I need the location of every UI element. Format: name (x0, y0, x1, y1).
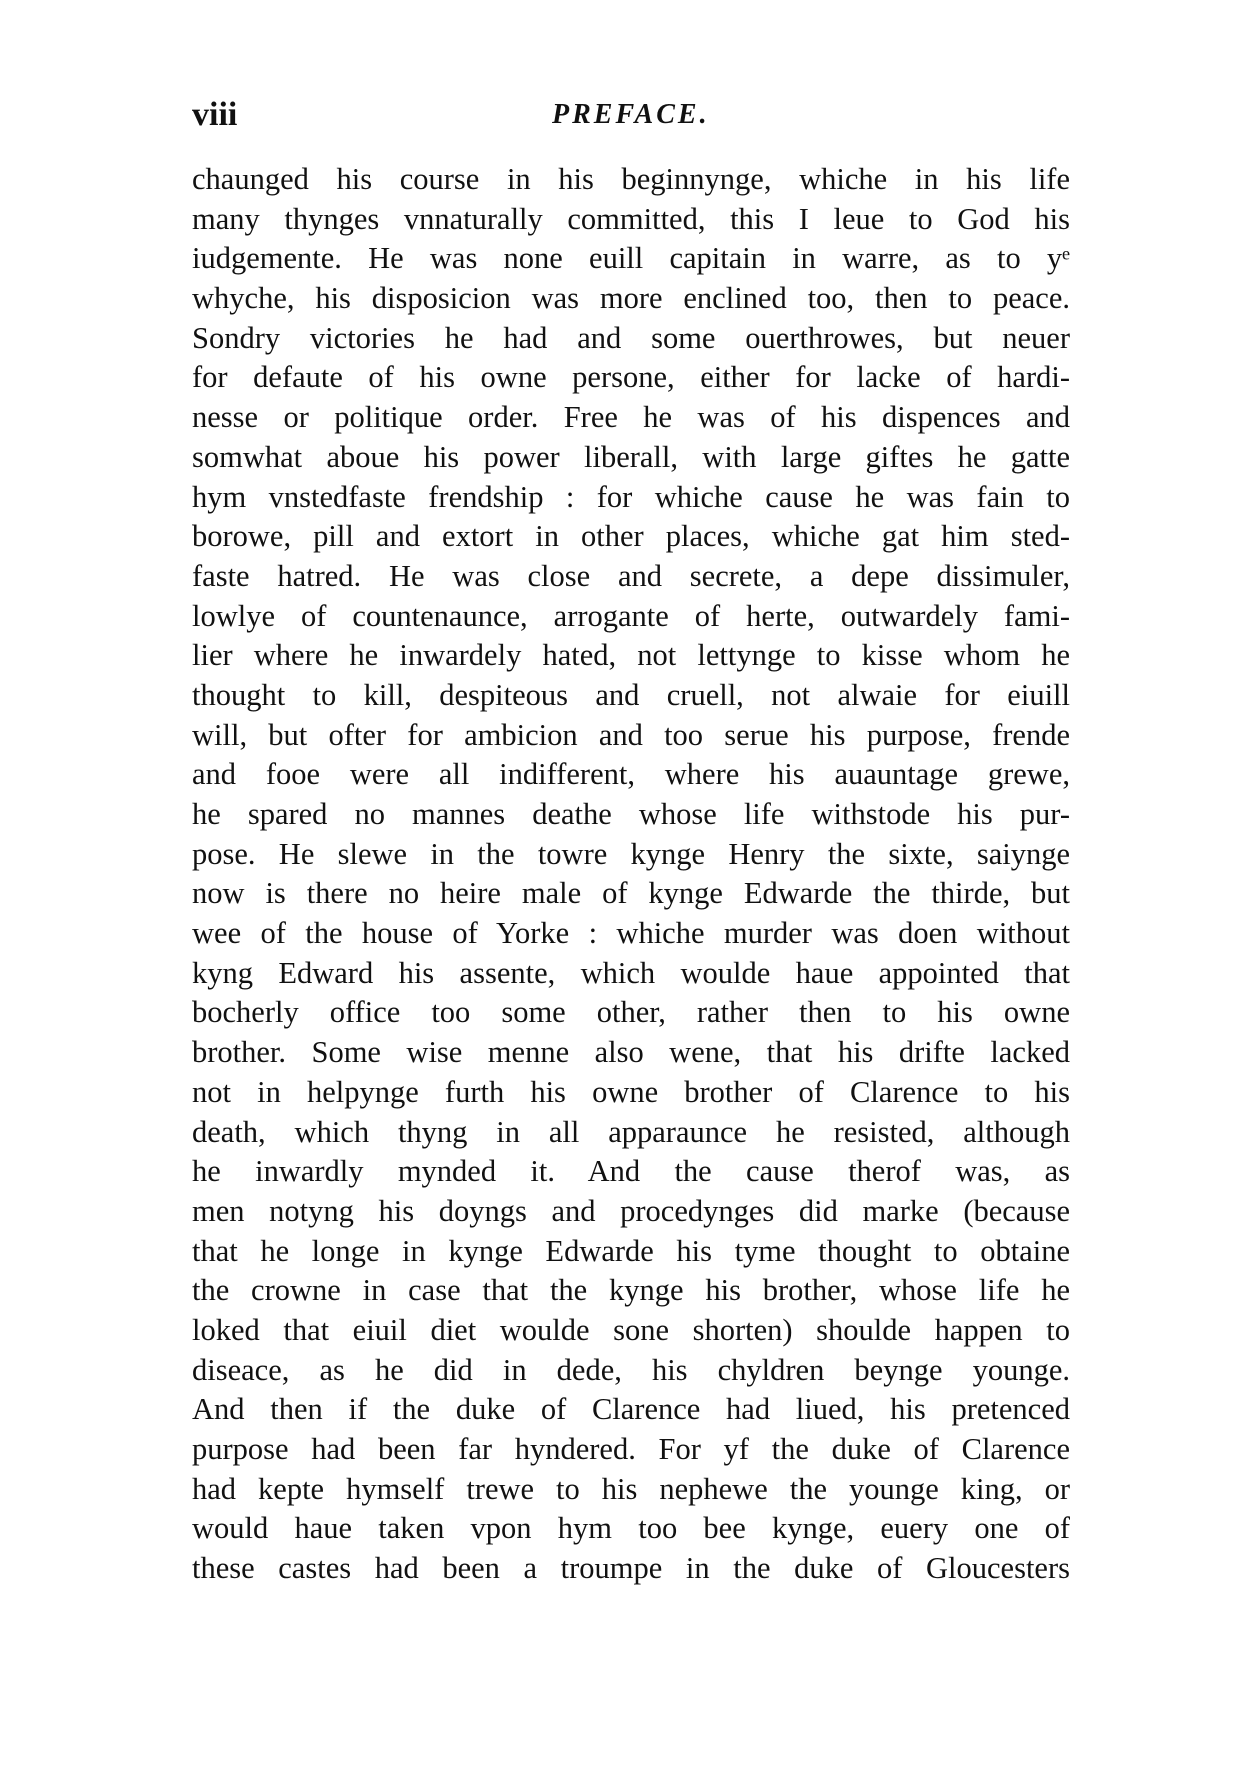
text-line: nesse or politique order. Free he was of his dispences and (192, 400, 1070, 435)
text-line: brother. Some wise menne also wene, that his drifte lacked (192, 1035, 1070, 1070)
text-line: hym vnstedfaste frendship : for whiche cause he was fain to (192, 479, 1070, 514)
text-line: iudgemente. He was none euill capitain in warre, as to yᵉ (192, 241, 1070, 276)
text-line: borowe, pill and extort in other places, whiche gat him sted- (192, 519, 1070, 554)
page-number: viii (192, 96, 238, 133)
text-line: lier where he inwardely hated, not lettynge to kisse whom he (192, 638, 1070, 673)
text-line: had kepte hymself trewe to his nephewe the younge king, or (192, 1471, 1070, 1506)
text-line: many thynges vnnaturally committed, this I leue to God his (192, 201, 1070, 236)
text-line: and fooe were all indifferent, where his auauntage grewe, (192, 757, 1070, 792)
text-line: faste hatred. He was close and secrete, a depe dissimuler, (192, 558, 1070, 593)
text-line: bocherly office too some other, rather then to his owne (192, 995, 1070, 1030)
text-line: purpose had been far hyndered. For yf the duke of Clarence (192, 1432, 1070, 1466)
text-line: these castes had been a troumpe in the duke of Gloucesters (192, 1551, 1070, 1586)
body-text (192, 160, 1070, 1589)
text-line: will, but ofter for ambicion and too serue his purpose, frende (192, 717, 1070, 752)
running-head: PREFACE. (552, 99, 710, 130)
text-line: chaunged his course in his beginnynge, whiche in his life (192, 162, 1070, 196)
text-line: Sondry victories he had and some ouerthrowes, but neuer (192, 320, 1070, 355)
text-line: he inwardly mynded it. And the cause therof was, as (192, 1154, 1070, 1189)
text-line: for defaute of his owne persone, either for lacke of hardi- (192, 360, 1070, 395)
text-line: lowlye of countenaunce, arrogante of herte, outwardely fami- (192, 598, 1070, 633)
text-line: whyche, his disposicion was more enclined too, then to peace. (192, 281, 1070, 316)
text-line: diseace, as he did in dede, his chyldren beynge younge. (192, 1352, 1070, 1387)
text-line: he spared no mannes deathe whose life withstode his pur- (192, 797, 1070, 831)
text-line: that he longe in kynge Edwarde his tyme thought to obtaine (192, 1233, 1070, 1268)
text-line: kyng Edward his assente, which woulde haue appointed that (192, 955, 1070, 990)
text-line: And then if the duke of Clarence had liued, his pretenced (192, 1392, 1070, 1427)
page-header (192, 95, 1072, 140)
text-line: pose. He slewe in the towre kynge Henry the sixte, saiynge (192, 836, 1070, 871)
text-line: somwhat aboue his power liberall, with large giftes he gatte (192, 439, 1070, 474)
text-line: thought to kill, despiteous and cruell, not alwaie for eiuill (192, 677, 1070, 712)
text-line: not in helpynge furth his owne brother of Clarence to his (192, 1074, 1070, 1109)
text-line: the crowne in case that the kynge his brother, whose life he (192, 1273, 1070, 1308)
text-line: wee of the house of Yorke : whiche murder was doen without (192, 916, 1070, 951)
text-line: death, which thyng in all apparaunce he resisted, although (192, 1114, 1070, 1149)
text-line: now is there no heire male of kynge Edwarde the thirde, but (192, 876, 1070, 911)
text-line: men notyng his doyngs and procedynges did marke (because (192, 1193, 1070, 1228)
text-line: loked that eiuil diet woulde sone shorten) shoulde happen to (192, 1312, 1070, 1347)
text-line: would haue taken vpon hym too bee kynge, euery one of (192, 1511, 1070, 1546)
